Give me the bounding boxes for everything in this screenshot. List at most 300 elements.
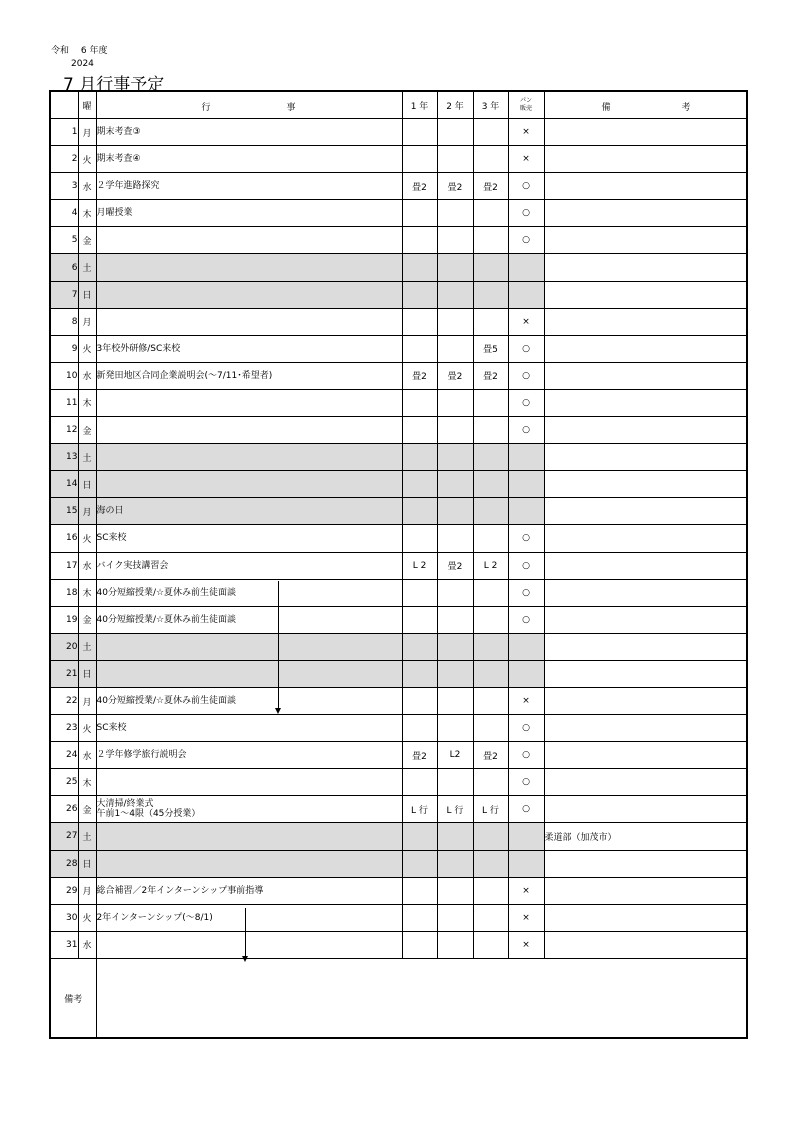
remarks-cell bbox=[544, 715, 747, 742]
day-cell: 14 bbox=[50, 471, 78, 498]
grade1-cell bbox=[402, 281, 437, 308]
grade1-cell bbox=[402, 525, 437, 552]
grade1-cell bbox=[402, 606, 437, 633]
schedule-row bbox=[50, 850, 747, 877]
grade2-cell bbox=[437, 687, 473, 714]
grade2-cell: 畳2 bbox=[437, 552, 473, 579]
remarks-cell bbox=[544, 444, 747, 471]
weekday-cell: 日 bbox=[78, 660, 96, 687]
remarks-cell bbox=[544, 308, 747, 335]
remarks-cell bbox=[544, 362, 747, 389]
day-cell: 27 bbox=[50, 823, 78, 850]
grade1-cell bbox=[402, 471, 437, 498]
weekday-cell: 木 bbox=[78, 769, 96, 796]
schedule-row bbox=[50, 633, 747, 660]
grade3-cell bbox=[473, 146, 508, 173]
remarks-cell: 柔道部（加茂市） bbox=[544, 823, 747, 850]
schedule-row bbox=[50, 417, 747, 444]
bread-sale-cell: ○ bbox=[508, 769, 544, 796]
weekday-cell: 水 bbox=[78, 742, 96, 769]
grade1-cell bbox=[402, 335, 437, 362]
remarks-cell bbox=[544, 200, 747, 227]
grade1-cell bbox=[402, 119, 437, 146]
weekday-cell: 火 bbox=[78, 715, 96, 742]
bread-sale-cell: × bbox=[508, 904, 544, 931]
bread-sale-cell: ○ bbox=[508, 335, 544, 362]
weekday-cell: 金 bbox=[78, 606, 96, 633]
day-cell: 5 bbox=[50, 227, 78, 254]
weekday-cell: 木 bbox=[78, 579, 96, 606]
event-cell bbox=[96, 389, 402, 416]
schedule-row bbox=[50, 146, 747, 173]
grade1-cell bbox=[402, 633, 437, 660]
grade2-cell bbox=[437, 660, 473, 687]
day-cell: 29 bbox=[50, 877, 78, 904]
grade2-cell bbox=[437, 904, 473, 931]
event-cell: 期末考査④ bbox=[96, 146, 402, 173]
schedule-row bbox=[50, 200, 747, 227]
day-cell: 16 bbox=[50, 525, 78, 552]
day-cell: 11 bbox=[50, 389, 78, 416]
event-header bbox=[96, 91, 402, 119]
bread-sale-cell: ○ bbox=[508, 715, 544, 742]
weekday-cell: 火 bbox=[78, 525, 96, 552]
calendar-year: 2024 bbox=[71, 59, 94, 69]
grade3-cell bbox=[473, 823, 508, 850]
day-cell: 1 bbox=[50, 119, 78, 146]
weekday-cell: 水 bbox=[78, 552, 96, 579]
schedule-row bbox=[50, 742, 747, 769]
grade2-cell bbox=[437, 146, 473, 173]
weekday-cell: 月 bbox=[78, 687, 96, 714]
grade2-cell bbox=[437, 335, 473, 362]
schedule-row bbox=[50, 308, 747, 335]
schedule-row bbox=[50, 606, 747, 633]
event-header-part2: 事 bbox=[286, 103, 296, 113]
bread-sale-cell: ○ bbox=[508, 389, 544, 416]
remarks-header-part2: 考 bbox=[681, 103, 691, 113]
grade2-cell: L2 bbox=[437, 742, 473, 769]
grade2-cell bbox=[437, 579, 473, 606]
grade2-header: 2 年 bbox=[437, 91, 473, 119]
remarks-cell bbox=[544, 877, 747, 904]
remarks-cell bbox=[544, 660, 747, 687]
day-cell: 19 bbox=[50, 606, 78, 633]
schedule-row bbox=[50, 877, 747, 904]
remarks-cell bbox=[544, 227, 747, 254]
grade2-cell bbox=[437, 200, 473, 227]
weekday-cell: 金 bbox=[78, 796, 96, 823]
day-cell: 17 bbox=[50, 552, 78, 579]
remarks-cell bbox=[544, 417, 747, 444]
bread-sale-cell bbox=[508, 823, 544, 850]
notes-row bbox=[50, 958, 747, 1038]
grade1-cell bbox=[402, 417, 437, 444]
grade2-cell bbox=[437, 769, 473, 796]
notes-content bbox=[96, 958, 747, 1038]
bread-sale-cell: ○ bbox=[508, 579, 544, 606]
grade3-cell: 畳2 bbox=[473, 742, 508, 769]
grade1-cell bbox=[402, 931, 437, 958]
weekday-cell: 水 bbox=[78, 931, 96, 958]
grade3-cell: 畳2 bbox=[473, 173, 508, 200]
grade3-cell bbox=[473, 389, 508, 416]
event-cell bbox=[96, 660, 402, 687]
event-cell bbox=[96, 471, 402, 498]
event-cell bbox=[96, 769, 402, 796]
bread-sale-cell: × bbox=[508, 308, 544, 335]
grade3-cell bbox=[473, 200, 508, 227]
grade3-cell bbox=[473, 769, 508, 796]
grade1-cell bbox=[402, 904, 437, 931]
day-cell: 9 bbox=[50, 335, 78, 362]
continuation-arrow-icon bbox=[275, 708, 281, 714]
remarks-cell bbox=[544, 579, 747, 606]
bread-sale-cell bbox=[508, 444, 544, 471]
schedule-row bbox=[50, 769, 747, 796]
remarks-cell bbox=[544, 687, 747, 714]
fiscal-year-label: 令和 6 年度 bbox=[51, 46, 108, 56]
event-cell: 月曜授業 bbox=[96, 200, 402, 227]
event-cell bbox=[96, 796, 402, 823]
bread-sale-cell: × bbox=[508, 931, 544, 958]
weekday-cell: 土 bbox=[78, 254, 96, 281]
grade1-cell bbox=[402, 715, 437, 742]
grade3-cell bbox=[473, 687, 508, 714]
remarks-cell bbox=[544, 471, 747, 498]
grade3-cell: L 行 bbox=[473, 796, 508, 823]
grade2-cell bbox=[437, 227, 473, 254]
remarks-cell bbox=[544, 254, 747, 281]
grade3-cell bbox=[473, 281, 508, 308]
bread-sale-cell: ○ bbox=[508, 552, 544, 579]
grade2-cell bbox=[437, 606, 473, 633]
day-cell: 3 bbox=[50, 173, 78, 200]
grade1-cell bbox=[402, 579, 437, 606]
event-cell bbox=[96, 850, 402, 877]
day-header bbox=[50, 91, 78, 119]
day-cell: 23 bbox=[50, 715, 78, 742]
grade3-cell bbox=[473, 904, 508, 931]
weekday-header: 曜 bbox=[78, 91, 96, 119]
schedule-body bbox=[50, 119, 747, 959]
grade2-cell bbox=[437, 877, 473, 904]
day-cell: 25 bbox=[50, 769, 78, 796]
event-cell: 期末考査③ bbox=[96, 119, 402, 146]
bread-sale-cell: × bbox=[508, 687, 544, 714]
grade1-cell bbox=[402, 389, 437, 416]
day-cell: 22 bbox=[50, 687, 78, 714]
schedule-row bbox=[50, 498, 747, 525]
bread-sale-cell: ○ bbox=[508, 606, 544, 633]
remarks-cell bbox=[544, 335, 747, 362]
remarks-cell bbox=[544, 931, 747, 958]
bread-sale-cell bbox=[508, 254, 544, 281]
remarks-cell bbox=[544, 742, 747, 769]
grade3-cell bbox=[473, 525, 508, 552]
grade1-cell bbox=[402, 660, 437, 687]
grade2-cell: L 行 bbox=[437, 796, 473, 823]
day-cell: 24 bbox=[50, 742, 78, 769]
grade3-cell bbox=[473, 931, 508, 958]
event-cell bbox=[96, 281, 402, 308]
grade3-cell bbox=[473, 606, 508, 633]
grade2-cell bbox=[437, 281, 473, 308]
weekday-cell: 土 bbox=[78, 823, 96, 850]
weekday-cell: 水 bbox=[78, 362, 96, 389]
day-cell: 18 bbox=[50, 579, 78, 606]
remarks-cell bbox=[544, 173, 747, 200]
remarks-cell bbox=[544, 850, 747, 877]
remarks-cell bbox=[544, 552, 747, 579]
notes-label: 備考 bbox=[50, 958, 96, 1038]
event-cell: 40分短縮授業/☆夏休み前生徒面談 bbox=[96, 606, 402, 633]
continuation-line bbox=[278, 581, 279, 709]
bread-sale-cell: ○ bbox=[508, 362, 544, 389]
day-cell: 4 bbox=[50, 200, 78, 227]
event-cell: 総合補習／2年インターンシップ事前指導 bbox=[96, 877, 402, 904]
event-cell bbox=[96, 931, 402, 958]
event-cell bbox=[96, 254, 402, 281]
day-cell: 12 bbox=[50, 417, 78, 444]
remarks-cell bbox=[544, 904, 747, 931]
weekday-cell: 木 bbox=[78, 389, 96, 416]
weekday-cell: 土 bbox=[78, 444, 96, 471]
event-cell: ２学年進路探究 bbox=[96, 173, 402, 200]
bread-sale-cell: ○ bbox=[508, 525, 544, 552]
bread-sale-cell: ○ bbox=[508, 417, 544, 444]
grade1-cell bbox=[402, 877, 437, 904]
grade1-cell: 畳2 bbox=[402, 173, 437, 200]
event-cell: 40分短縮授業/☆夏休み前生徒面談 bbox=[96, 579, 402, 606]
day-cell: 10 bbox=[50, 362, 78, 389]
grade3-cell bbox=[473, 417, 508, 444]
remarks-cell bbox=[544, 146, 747, 173]
weekday-cell: 月 bbox=[78, 119, 96, 146]
grade3-cell bbox=[473, 579, 508, 606]
remarks-cell bbox=[544, 769, 747, 796]
bread-sale-cell: ○ bbox=[508, 796, 544, 823]
schedule-row bbox=[50, 471, 747, 498]
grade2-cell bbox=[437, 471, 473, 498]
weekday-cell: 月 bbox=[78, 877, 96, 904]
bread-sale-cell bbox=[508, 633, 544, 660]
schedule-table bbox=[49, 90, 748, 1039]
grade1-cell bbox=[402, 444, 437, 471]
page-title: 7 月行事予定 bbox=[63, 75, 165, 95]
grade3-cell: 畳5 bbox=[473, 335, 508, 362]
event-cell: バイク実技講習会 bbox=[96, 552, 402, 579]
weekday-cell: 水 bbox=[78, 173, 96, 200]
bread-sale-cell bbox=[508, 660, 544, 687]
bread-sale-cell: × bbox=[508, 877, 544, 904]
grade2-cell bbox=[437, 525, 473, 552]
weekday-cell: 木 bbox=[78, 200, 96, 227]
grade1-cell: L 行 bbox=[402, 796, 437, 823]
grade1-cell bbox=[402, 823, 437, 850]
weekday-cell: 日 bbox=[78, 281, 96, 308]
day-cell: 21 bbox=[50, 660, 78, 687]
schedule-row bbox=[50, 823, 747, 850]
weekday-cell: 日 bbox=[78, 471, 96, 498]
weekday-cell: 金 bbox=[78, 417, 96, 444]
day-cell: 8 bbox=[50, 308, 78, 335]
day-cell: 28 bbox=[50, 850, 78, 877]
grade1-cell bbox=[402, 254, 437, 281]
day-cell: 6 bbox=[50, 254, 78, 281]
schedule-row bbox=[50, 525, 747, 552]
grade1-cell bbox=[402, 769, 437, 796]
event-line: 大清掃/終業式 bbox=[96, 799, 154, 810]
grade3-cell bbox=[473, 715, 508, 742]
schedule-row bbox=[50, 904, 747, 931]
continuation-line bbox=[245, 908, 246, 958]
bread-sale-cell: × bbox=[508, 146, 544, 173]
bread-sale-cell bbox=[508, 471, 544, 498]
grade2-cell: 畳2 bbox=[437, 362, 473, 389]
schedule-row bbox=[50, 579, 747, 606]
schedule-row bbox=[50, 227, 747, 254]
grade1-cell: 畳2 bbox=[402, 362, 437, 389]
grade1-cell bbox=[402, 200, 437, 227]
remarks-cell bbox=[544, 389, 747, 416]
weekday-cell: 月 bbox=[78, 498, 96, 525]
grade3-cell bbox=[473, 444, 508, 471]
schedule-row bbox=[50, 362, 747, 389]
grade3-cell: L 2 bbox=[473, 552, 508, 579]
event-cell bbox=[96, 417, 402, 444]
grade3-cell bbox=[473, 660, 508, 687]
event-cell bbox=[96, 227, 402, 254]
event-cell: 40分短縮授業/☆夏休み前生徒面談 bbox=[96, 687, 402, 714]
event-cell: 3年校外研修/SC来校 bbox=[96, 335, 402, 362]
grade1-cell bbox=[402, 687, 437, 714]
weekday-cell: 金 bbox=[78, 227, 96, 254]
event-cell: 2年インターンシップ(～8/1) bbox=[96, 904, 402, 931]
remarks-cell bbox=[544, 525, 747, 552]
event-cell: 新発田地区合同企業説明会(～7/11･希望者) bbox=[96, 362, 402, 389]
day-cell: 2 bbox=[50, 146, 78, 173]
schedule-row bbox=[50, 254, 747, 281]
weekday-cell: 土 bbox=[78, 633, 96, 660]
grade3-cell: 畳2 bbox=[473, 362, 508, 389]
remarks-cell bbox=[544, 796, 747, 823]
bread-sale-cell: ○ bbox=[508, 200, 544, 227]
event-cell bbox=[96, 444, 402, 471]
event-line: 午前1～4限（45分授業） bbox=[96, 809, 201, 820]
bread-sale-cell: × bbox=[508, 119, 544, 146]
remarks-cell bbox=[544, 281, 747, 308]
remarks-header-part1: 備 bbox=[601, 103, 611, 113]
bread-sale-header-line1: パン bbox=[519, 97, 532, 104]
grade2-cell: 畳2 bbox=[437, 173, 473, 200]
day-cell: 26 bbox=[50, 796, 78, 823]
grade2-cell bbox=[437, 850, 473, 877]
weekday-cell: 日 bbox=[78, 850, 96, 877]
bread-sale-header-line2: 販売 bbox=[519, 105, 532, 112]
grade1-cell bbox=[402, 227, 437, 254]
event-cell: SC来校 bbox=[96, 525, 402, 552]
bread-sale-cell bbox=[508, 498, 544, 525]
day-cell: 30 bbox=[50, 904, 78, 931]
grade3-cell bbox=[473, 471, 508, 498]
schedule-row bbox=[50, 715, 747, 742]
grade2-cell bbox=[437, 823, 473, 850]
event-header-part1: 行 bbox=[201, 103, 211, 113]
event-cell: 海の日 bbox=[96, 498, 402, 525]
grade1-header: 1 年 bbox=[402, 91, 437, 119]
event-cell bbox=[96, 633, 402, 660]
schedule-row bbox=[50, 931, 747, 958]
schedule-row bbox=[50, 173, 747, 200]
grade2-cell bbox=[437, 119, 473, 146]
continuation-arrow-icon bbox=[242, 956, 248, 962]
event-cell bbox=[96, 823, 402, 850]
schedule-row bbox=[50, 119, 747, 146]
remarks-header bbox=[544, 91, 747, 119]
grade2-cell bbox=[437, 417, 473, 444]
schedule-row bbox=[50, 687, 747, 714]
grade1-cell bbox=[402, 850, 437, 877]
schedule-row bbox=[50, 796, 747, 823]
grade3-header: 3 年 bbox=[473, 91, 508, 119]
grade3-cell bbox=[473, 254, 508, 281]
bread-sale-cell: ○ bbox=[508, 227, 544, 254]
grade2-cell bbox=[437, 254, 473, 281]
grade3-cell bbox=[473, 498, 508, 525]
remarks-cell bbox=[544, 633, 747, 660]
remarks-cell bbox=[544, 119, 747, 146]
day-cell: 13 bbox=[50, 444, 78, 471]
day-cell: 7 bbox=[50, 281, 78, 308]
grade2-cell bbox=[437, 389, 473, 416]
grade1-cell bbox=[402, 146, 437, 173]
weekday-cell: 月 bbox=[78, 308, 96, 335]
bread-sale-cell: ○ bbox=[508, 173, 544, 200]
grade1-cell: 畳2 bbox=[402, 742, 437, 769]
grade3-cell bbox=[473, 877, 508, 904]
grade3-cell bbox=[473, 227, 508, 254]
weekday-cell: 火 bbox=[78, 146, 96, 173]
header-row bbox=[50, 91, 747, 119]
event-cell bbox=[96, 308, 402, 335]
day-cell: 20 bbox=[50, 633, 78, 660]
grade2-cell bbox=[437, 498, 473, 525]
event-cell: ２学年修学旅行説明会 bbox=[96, 742, 402, 769]
grade1-cell bbox=[402, 308, 437, 335]
grade3-cell bbox=[473, 119, 508, 146]
schedule-row bbox=[50, 444, 747, 471]
grade1-cell bbox=[402, 498, 437, 525]
grade2-cell bbox=[437, 633, 473, 660]
remarks-cell bbox=[544, 606, 747, 633]
day-cell: 15 bbox=[50, 498, 78, 525]
schedule-row bbox=[50, 389, 747, 416]
grade2-cell bbox=[437, 444, 473, 471]
grade2-cell bbox=[437, 931, 473, 958]
weekday-cell: 火 bbox=[78, 904, 96, 931]
grade2-cell bbox=[437, 715, 473, 742]
schedule-row bbox=[50, 281, 747, 308]
schedule-row bbox=[50, 660, 747, 687]
schedule-row bbox=[50, 335, 747, 362]
bread-sale-cell: ○ bbox=[508, 742, 544, 769]
grade3-cell bbox=[473, 633, 508, 660]
event-cell: SC来校 bbox=[96, 715, 402, 742]
grade3-cell bbox=[473, 308, 508, 335]
bread-sale-header bbox=[508, 91, 544, 119]
grade1-cell: L 2 bbox=[402, 552, 437, 579]
